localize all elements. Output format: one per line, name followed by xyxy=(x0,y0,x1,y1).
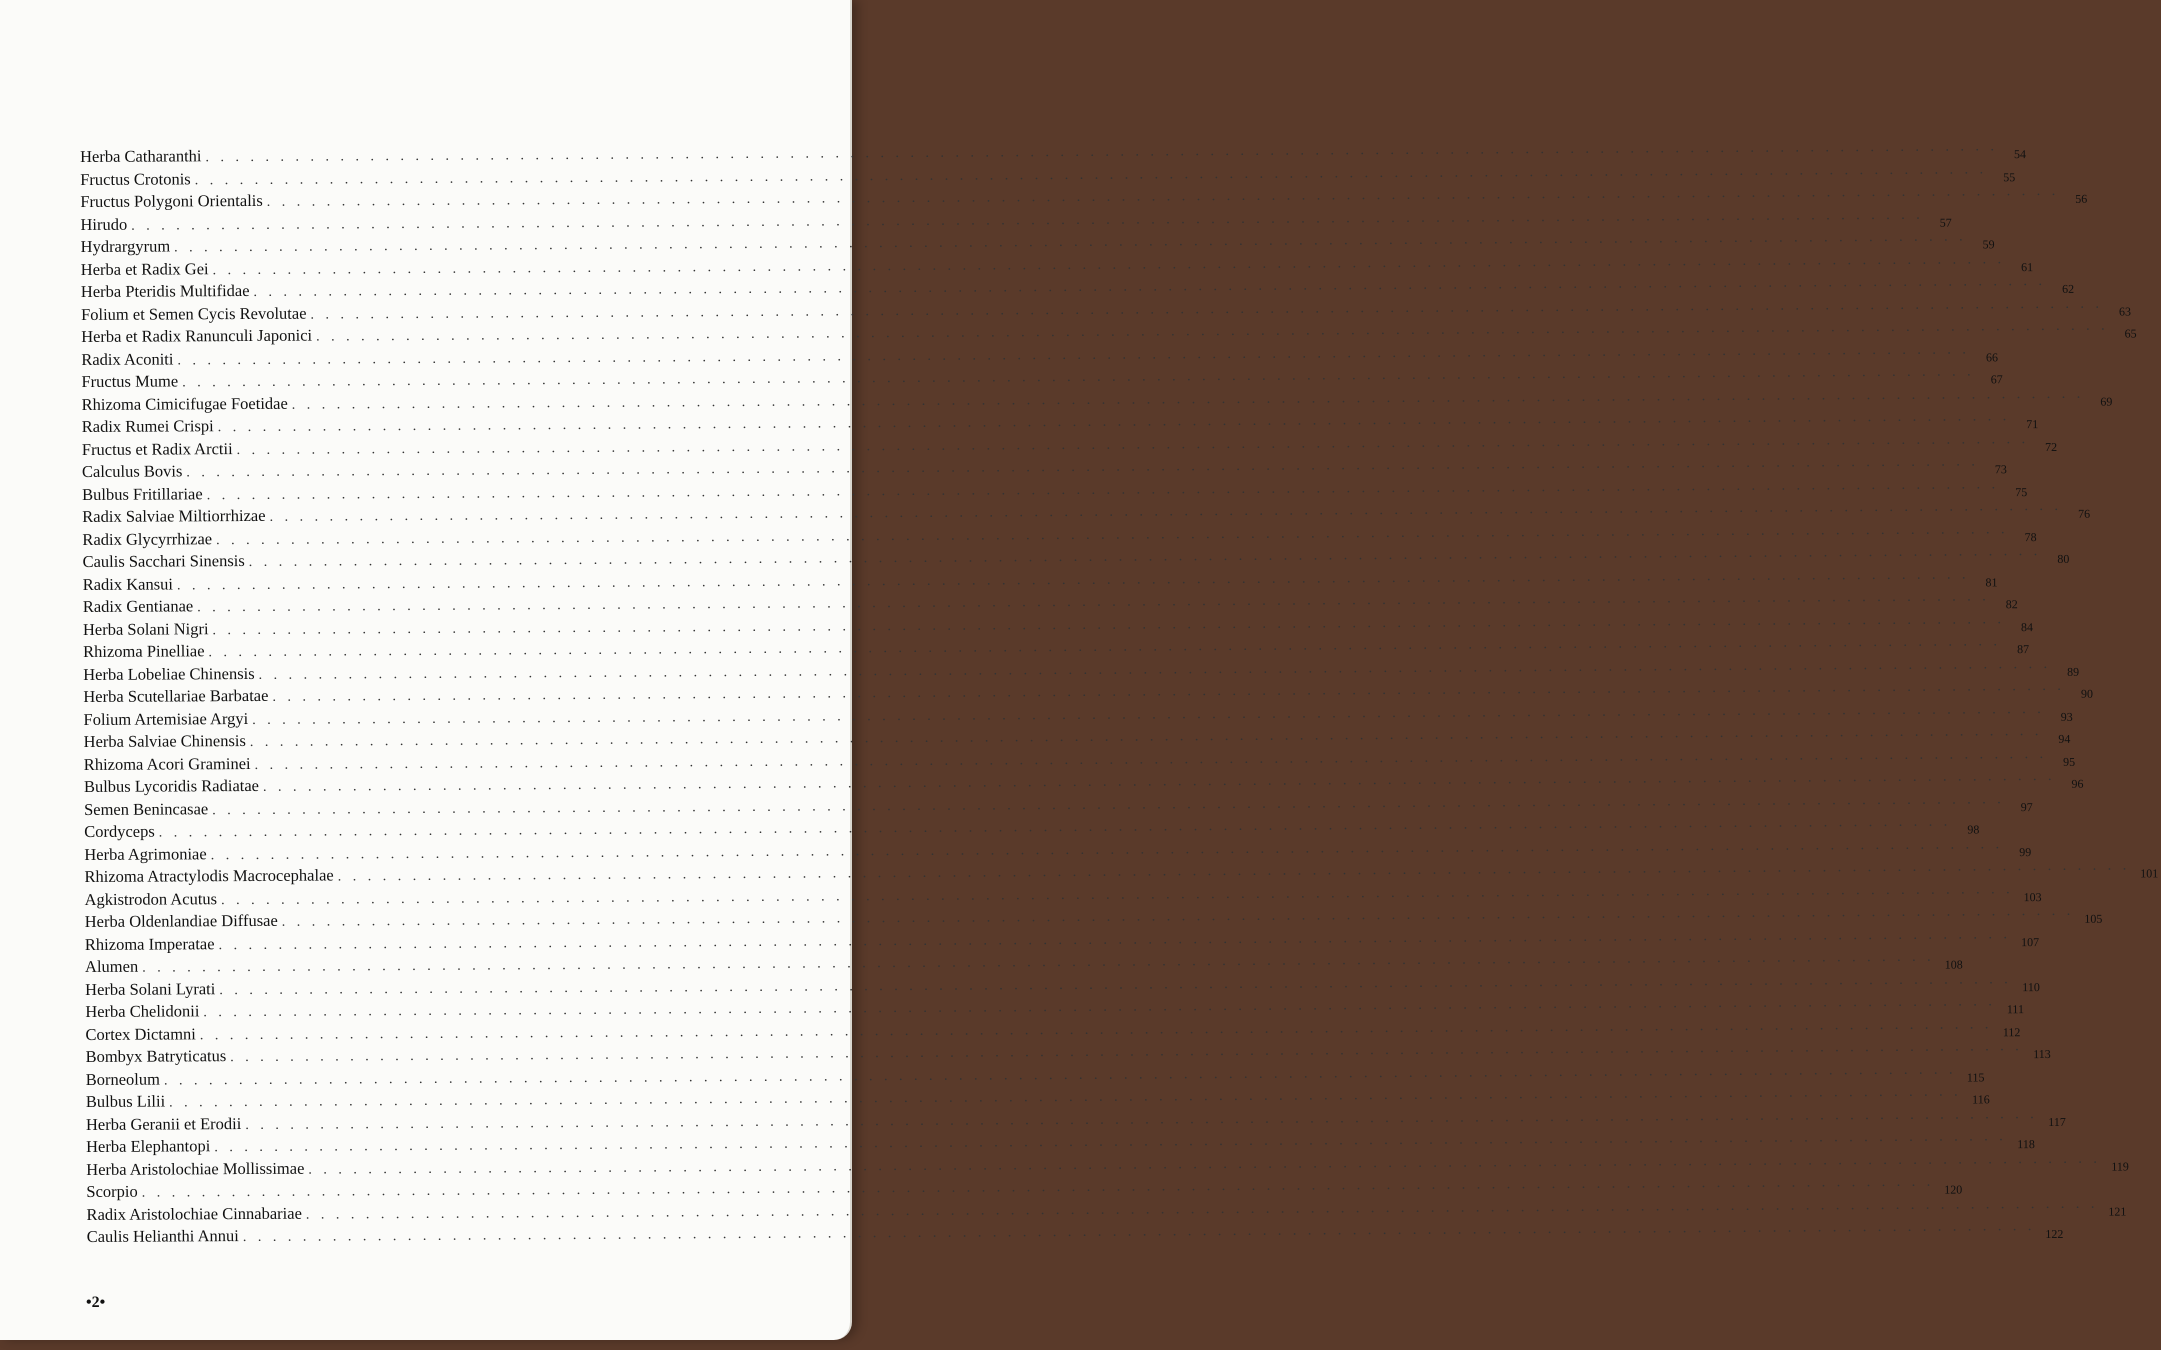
toc-entry-page-number: 105 xyxy=(2084,911,2103,926)
dot-leader: . . . . . . . . . . . . . . . . . . . . . . . . . . . . . . . . . . . . . . . . . . . . . . . . . . . . . . . . . . . . . . . . . . . . . . . . . . . . . . . . . . . . . . . . . . . . . . . . . . . . . . . . . . . . . . . . . . . . . . . . xyxy=(177,341,1970,368)
dot-leader: . . . . . . . . . . . . . . . . . . . . . . . . . . . . . . . . . . . . . . . . . . . . . . . . . . . . . . . . . . . . . . . . . . . . . . . . . . . . . . . . . . . . . . . . . . . . . . . . . . . . . . . . . . . . . . . . . . . . . . . . xyxy=(176,566,1970,593)
toc-entry-title: Herba Scutellariae Barbatae xyxy=(83,685,269,706)
toc-entry xyxy=(81,409,2039,438)
toc-entry-title: Hirudo xyxy=(80,214,128,234)
dot-leader: . . . . . . . . . . . . . . . . . . . . . . . . . . . . . . . . . . . . . . . . . . . . . . . . . . . . . . . . . . . . . . . . . . . . . . . . . . . . . . . . . . . . . . . . . . . . . . . . . . . . . . . . . . . . . . . . . . . . . . . . xyxy=(131,207,1924,234)
dot-leader: . . . . . . . . . . . . . . . . . . . . . . . . . . . . . . . . . . . . . . . . . . . . . . . . . . . . . . . . . . . . . . . . . . . . . . . . . . . . . . . . . . . . . . . . . . . . . . . . . . . . . . . . . . . . . . . . . . . . . . . . xyxy=(252,701,2045,728)
toc-entry-page-number: 107 xyxy=(2021,934,2040,949)
dot-leader: . . . . . . . . . . . . . . . . . . . . . . . . . . . . . . . . . . . . . . . . . . . . . . . . . . . . . . . . . . . . . . . . . . . . . . . . . . . . . . . . . . . . . . . . . . . . . . . . . . . . . . . . . . . . . . . . . . . . . . . . xyxy=(186,454,1979,481)
toc-entry xyxy=(82,544,2070,573)
toc-entry-page-number: 89 xyxy=(2067,664,2080,679)
toc-entry-title: Rhizoma Cimicifugae Foetidae xyxy=(81,393,288,414)
toc-entry-title: Caulis Sacchari Sinensis xyxy=(82,551,245,571)
toc-entry-title: Herba Chelidonii xyxy=(85,1001,200,1021)
toc-entry-page-number: 90 xyxy=(2080,686,2093,701)
toc-entry-page-number: 72 xyxy=(2045,439,2058,454)
dot-leader: . . . . . . . . . . . . . . . . . . . . . . . . . . . . . . . . . . . . . . . . . . . . . . . . . . . . . . . . . . . . . . . . . . . . . . . . . . . . . . . . . . . . . . . . . . . . . . . . . . . . . . . . . . . . . . . . . . . . . . . . xyxy=(197,589,1990,616)
toc-entry-page-number: 103 xyxy=(2023,889,2042,904)
toc-entry-title: Alumen xyxy=(84,956,139,976)
toc-entry xyxy=(82,566,1998,596)
dot-leader: . . . . . . . . . . . . . . . . . . . . . . . . . . . . . . . . . . . . . . . . . . . . . . . . . . . . . . . . . . . . . . . . . . . . . . . . . . . . . . . . . . . . . . . . . . . . . . . . . . . . . . . . . . . . . . . . . . . . . . . . xyxy=(253,273,2047,300)
toc-entry-title: Fructus Mume xyxy=(81,371,179,391)
toc-entry xyxy=(84,949,1963,978)
toc-entry-title: Radix Gentianae xyxy=(82,596,194,616)
dot-leader: . . . . . . . . . . . . . . . . . . . . . . . . . . . . . . . . . . . . . . . . . . . . . . . . . . . . . . . . . . . . . . . . . . . . . . . . . . . . . . . . . . . . . . . . . . . . . . . . . . . . . . . . . . . . . . . . . . . . . . . . xyxy=(281,903,2075,930)
toc-entry xyxy=(82,521,2037,551)
toc-entry-page-number: 97 xyxy=(2020,799,2033,814)
dot-leader: . . . . . . . . . . . . . . . . . . . . . . . . . . . . . . . . . . . . . . . . . . . . . . . . . . . . . . . . . . . . . . . . . . . . . . . . . . . . . . . . . . . . . . . . . . . . . . . . . . . . . . . . . . . . . . . . . . . . . . . . xyxy=(248,544,2042,570)
toc-entry xyxy=(85,1039,2051,1068)
dot-leader: . . . . . . . . . . . . . . . . . . . . . . . . . . . . . . . . . . . . . . . . . . . . . . . . . . . . . . . . . . . . . . . . . . . . . . . . . . . . . . . . . . . . . . . . . . . . . . . . . . . . . . . . . . . . . . . . . . . . . . . . xyxy=(221,881,2014,908)
toc-entry xyxy=(80,251,2034,281)
toc-entry xyxy=(83,746,2076,776)
toc-entry-page-number: 87 xyxy=(2017,642,2030,657)
toc-entry-title: Radix Salviae Miltiorrhizae xyxy=(82,505,266,526)
toc-entry-page-number: 117 xyxy=(2048,1114,2066,1129)
toc-entry-page-number: 62 xyxy=(2062,281,2075,296)
toc-entry-title: Borneolum xyxy=(85,1069,161,1089)
toc-entry-title: Herba Oldenlandiae Diffusae xyxy=(84,910,278,931)
toc-entry xyxy=(81,386,2113,416)
toc-entry xyxy=(86,1129,2035,1158)
toc-entry-title: Herba et Radix Ranunculi Japonici xyxy=(81,325,313,346)
toc-entry-page-number: 76 xyxy=(2078,506,2091,521)
dot-leader: . . . . . . . . . . . . . . . . . . . . . . . . . . . . . . . . . . . . . . . . . . . . . . . . . . . . . . . . . . . . . . . . . . . . . . . . . . . . . . . . . . . . . . . . . . . . . . . . . . . . . . . . . . . . . . . . . . . . . . . . xyxy=(174,229,1967,256)
dot-leader: . . . . . . . . . . . . . . . . . . . . . . . . . . . . . . . . . . . . . . . . . . . . . . . . . . . . . . . . . . . . . . . . . . . . . . . . . . . . . . . . . . . . . . . . . . . . . . . . . . . . . . . . . . . . . . . . . . . . . . . . xyxy=(254,746,2048,773)
dot-leader: . . . . . . . . . . . . . . . . . . . . . . . . . . . . . . . . . . . . . . . . . . . . . . . . . . . . . . . . . . . . . . . . . . . . . . . . . . . . . . . . . . . . . . . . . . . . . . . . . . . . . . . . . . . . . . . . . . . . . . . . xyxy=(249,724,2043,750)
toc-entry-title: Herba Salviae Chinensis xyxy=(83,730,246,751)
toc-entry xyxy=(86,1219,2064,1248)
toc-entry-title: Bulbus Lilii xyxy=(85,1091,166,1111)
dot-leader: . . . . . . . . . . . . . . . . . . . . . . . . . . . . . . . . . . . . . . . . . . . . . . . . . . . . . . . . . . . . . . . . . . . . . . . . . . . . . . . . . . . . . . . . . . . . . . . . . . . . . . . . . . . . . . . . . . . . . . . . xyxy=(212,251,2006,278)
toc-entry-page-number: 54 xyxy=(2013,147,2027,162)
toc-entry-page-number: 69 xyxy=(2100,394,2113,409)
dot-leader: . . . . . . . . . . . . . . . . . . . . . . . . . . . . . . . . . . . . . . . . . . . . . . . . . . . . . . . . . . . . . . . . . . . . . . . . . . . . . . . . . . . . . . . . . . . . . . . . . . . . . . . . . . . . . . . . . . . . . . . . xyxy=(212,611,2006,638)
dot-leader: . . . . . . . . . . . . . . . . . . . . . . . . . . . . . . . . . . . . . . . . . . . . . . . . . . . . . . . . . . . . . . . . . . . . . . . . . . . . . . . . . . . . . . . . . . . . . . . . . . . . . . . . . . . . . . . . . . . . . . . . xyxy=(258,656,2052,683)
toc-entry xyxy=(84,881,2042,911)
toc-entry-title: Herba Aristolochiae Mollissimae xyxy=(86,1158,305,1179)
toc-entry-title: Fructus Crotonis xyxy=(80,168,191,189)
toc-entry-title: Bombyx Batryticatus xyxy=(85,1046,227,1066)
toc-entry-page-number: 65 xyxy=(2124,326,2137,341)
toc-entry xyxy=(83,701,2073,731)
toc-entry xyxy=(82,589,2018,618)
dot-leader: . . . . . . . . . . . . . . . . . . . . . . . . . . . . . . . . . . . . . . . . . . . . . . . . . . . . . . . . . . . . . . . . . . . . . . . . . . . . . . . . . . . . . . . . . . . . . . . . . . . . . . . . . . . . . . . . . . . . . . . . xyxy=(236,431,2030,458)
toc-entry-page-number: 98 xyxy=(1967,822,1980,837)
toc-entry xyxy=(80,139,2027,168)
toc-entry-title: Fructus Polygoni Orientalis xyxy=(80,190,263,211)
toc-entry-title: Agkistrodon Acutus xyxy=(84,888,218,909)
toc-entry-page-number: 59 xyxy=(1982,237,1995,252)
toc-entry-title: Herba Catharanthi xyxy=(80,146,202,166)
toc-entry-page-number: 93 xyxy=(2060,709,2073,724)
toc-entry-page-number: 78 xyxy=(2024,529,2037,544)
toc-entry-title: Rhizoma Imperatae xyxy=(84,933,215,954)
toc-entry-page-number: 115 xyxy=(1966,1069,1985,1084)
toc-entry-page-number: 119 xyxy=(2111,1159,2129,1174)
toc-entry-page-number: 95 xyxy=(2063,754,2076,769)
toc-entry-title: Caulis Helianthi Annui xyxy=(86,1226,239,1246)
dot-leader: . . . . . . . . . . . . . . . . . . . . . . . . . . . . . . . . . . . . . . . . . . . . . . . . . . . . . . . . . . . . . . . . . . . . . . . . . . . . . . . . . . . . . . . . . . . . . . . . . . . . . . . . . . . . . . . . . . . . . . . . xyxy=(262,768,2056,795)
toc-entry xyxy=(83,678,2093,708)
dot-leader: . . . . . . . . . . . . . . . . . . . . . . . . . . . . . . . . . . . . . . . . . . . . . . . . . . . . . . . . . . . . . . . . . . . . . . . . . . . . . . . . . . . . . . . . . . . . . . . . . . . . . . . . . . . . . . . . . . . . . . . . xyxy=(310,296,2104,323)
toc-entry-title: Calculus Bovis xyxy=(81,461,183,481)
toc-entry-page-number: 80 xyxy=(2057,551,2070,566)
toc-entry-title: Semen Benincasae xyxy=(83,798,209,819)
toc-entry-title: Rhizoma Acori Graminei xyxy=(83,753,251,774)
toc-entry-title: Hydrargyrum xyxy=(80,236,171,256)
toc-entry-page-number: 110 xyxy=(2022,979,2040,994)
toc-entry-title: Radix Aristolochiae Cinnabariae xyxy=(86,1203,302,1224)
toc-entry-page-number: 73 xyxy=(1994,462,2007,477)
dot-leader: . . . . . . . . . . . . . . . . . . . . . . . . . . . . . . . . . . . . . . . . . . . . . . . . . . . . . . . . . . . . . . . . . . . . . . . . . . . . . . . . . . . . . . . . . . . . . . . . . . . . . . . . . . . . . . . . . . . . . . . . xyxy=(216,521,2009,548)
toc-entry-title: Rhizoma Pinelliae xyxy=(83,641,205,661)
dot-leader: . . . . . . . . . . . . . . . . . . . . . . . . . . . . . . . . . . . . . . . . . . . . . . . . . . . . . . . . . . . . . . . . . . . . . . . . . . . . . . . . . . . . . . . . . . . . . . . . . . . . . . . . . . . . . . . . . . . . . . . . xyxy=(305,1196,2099,1223)
dot-leader: . . . . . . . . . . . . . . . . . . . . . . . . . . . . . . . . . . . . . . . . . . . . . . . . . . . . . . . . . . . . . . . . . . . . . . . . . . . . . . . . . . . . . . . . . . . . . . . . . . . . . . . . . . . . . . . . . . . . . . . . xyxy=(291,386,2085,413)
toc-entry xyxy=(85,1062,1985,1091)
toc-entry-page-number: 75 xyxy=(2015,484,2028,499)
dot-leader: . . . . . . . . . . . . . . . . . . . . . . . . . . . . . . . . . . . . . . . . . . . . . . . . . . . . . . . . . . . . . . . . . . . . . . . . . . . . . . . . . . . . . . . . . . . . . . . . . . . . . . . . . . . . . . . . . . . . . . . . xyxy=(210,836,2004,863)
dot-leader: . . . . . . . . . . . . . . . . . . . . . . . . . . . . . . . . . . . . . . . . . . . . . . . . . . . . . . . . . . . . . . . . . . . . . . . . . . . . . . . . . . . . . . . . . . . . . . . . . . . . . . . . . . . . . . . . . . . . . . . . xyxy=(269,498,2063,525)
dot-leader: . . . . . . . . . . . . . . . . . . . . . . . . . . . . . . . . . . . . . . . . . . . . . . . . . . . . . . . . . . . . . . . . . . . . . . . . . . . . . . . . . . . . . . . . . . . . . . . . . . . . . . . . . . . . . . . . . . . . . . . . xyxy=(219,971,2012,998)
toc-entry-title: Herba Solani Nigri xyxy=(82,618,209,639)
toc-entry xyxy=(82,498,2091,528)
toc-entry xyxy=(81,454,2007,483)
dot-leader: . . . . . . . . . . . . . . . . . . . . . . . . . . . . . . . . . . . . . . . . . . . . . . . . . . . . . . . . . . . . . . . . . . . . . . . . . . . . . . . . . . . . . . . . . . . . . . . . . . . . . . . . . . . . . . . . . . . . . . . . xyxy=(199,1016,1993,1043)
toc-entry xyxy=(80,161,2016,191)
dot-leader: . . . . . . . . . . . . . . . . . . . . . . . . . . . . . . . . . . . . . . . . . . . . . . . . . . . . . . . . . . . . . . . . . . . . . . . . . . . . . . . . . . . . . . . . . . . . . . . . . . . . . . . . . . . . . . . . . . . . . . . . xyxy=(194,161,1988,188)
toc-entry-title: Herba Elephantopi xyxy=(86,1136,211,1156)
toc-entry-title: Radix Glycyrrhizae xyxy=(82,528,213,549)
toc-entry-title: Herba Lobeliae Chinensis xyxy=(83,663,255,684)
toc-entry-title: Folium Artemisiae Argyi xyxy=(83,708,249,729)
dot-leader: . . . . . . . . . . . . . . . . . . . . . . . . . . . . . . . . . . . . . . . . . . . . . . . . . . . . . . . . . . . . . . . . . . . . . . . . . . . . . . . . . . . . . . . . . . . . . . . . . . . . . . . . . . . . . . . . . . . . . . . . xyxy=(141,1174,1935,1201)
toc-entry xyxy=(85,971,2040,1001)
toc-entry-title: Folium et Semen Cycis Revolutae xyxy=(80,303,307,324)
toc-entry xyxy=(80,183,2088,213)
toc-entry-page-number: 63 xyxy=(2118,303,2132,319)
dot-leader: . . . . . . . . . . . . . . . . . . . . . . . . . . . . . . . . . . . . . . . . . . . . . . . . . . . . . . . . . . . . . . . . . . . . . . . . . . . . . . . . . . . . . . . . . . . . . . . . . . . . . . . . . . . . . . . . . . . . . . . . xyxy=(206,476,2000,503)
toc-entry-page-number: 56 xyxy=(2075,191,2088,206)
toc-entry xyxy=(84,858,2159,888)
toc-entry xyxy=(84,836,2032,866)
dot-leader: . . . . . . . . . . . . . . . . . . . . . . . . . . . . . . . . . . . . . . . . . . . . . . . . . . . . . . . . . . . . . . . . . . . . . . . . . . . . . . . . . . . . . . . . . . . . . . . . . . . . . . . . . . . . . . . . . . . . . . . . xyxy=(169,1084,1962,1111)
toc-entry-title: Bulbus Lycoridis Radiatae xyxy=(83,775,260,796)
toc-entry-page-number: 94 xyxy=(2058,731,2071,746)
toc-entry-title: Fructus et Radix Arctii xyxy=(81,438,233,459)
toc-entry-title: Radix Rumei Crispi xyxy=(81,416,214,436)
dot-leader: . . . . . . . . . . . . . . . . . . . . . . . . . . . . . . . . . . . . . . . . . . . . . . . . . . . . . . . . . . . . . . . . . . . . . . . . . . . . . . . . . . . . . . . . . . . . . . . . . . . . . . . . . . . . . . . . . . . . . . . . xyxy=(212,791,2005,818)
toc-entry-page-number: 118 xyxy=(2017,1137,2035,1152)
dot-leader: . . . . . . . . . . . . . . . . . . . . . . . . . . . . . . . . . . . . . . . . . . . . . . . . . . . . . . . . . . . . . . . . . . . . . . . . . . . . . . . . . . . . . . . . . . . . . . . . . . . . . . . . . . . . . . . . . . . . . . . . xyxy=(142,949,1935,976)
toc-entry-page-number: 111 xyxy=(2006,1002,2024,1017)
toc-entry xyxy=(85,1106,2066,1136)
toc-entry xyxy=(83,724,2071,753)
toc-entry-title: Radix Aconiti xyxy=(81,348,174,369)
dot-leader: . . . . . . . . . . . . . . . . . . . . . . . . . . . . . . . . . . . . . . . . . . . . . . . . . . . . . . . . . . . . . . . . . . . . . . . . . . . . . . . . . . . . . . . . . . . . . . . . . . . . . . . . . . . . . . . . . . . . . . . . xyxy=(337,858,2131,885)
toc-entry xyxy=(83,656,2080,686)
toc-entry xyxy=(81,318,2137,348)
toc-entry xyxy=(83,791,2033,821)
dot-leader: . . . . . . . . . . . . . . . . . . . . . . . . . . . . . . . . . . . . . . . . . . . . . . . . . . . . . . . . . . . . . . . . . . . . . . . . . . . . . . . . . . . . . . . . . . . . . . . . . . . . . . . . . . . . . . . . . . . . . . . . xyxy=(203,994,1996,1021)
toc-entry-title: Radix Kansui xyxy=(82,573,174,594)
toc-entry-title: Rhizoma Atractylodis Macrocephalae xyxy=(84,865,334,886)
toc-entry-page-number: 84 xyxy=(2020,619,2034,634)
dot-leader: . . . . . . . . . . . . . . . . . . . . . . . . . . . . . . . . . . . . . . . . . . . . . . . . . . . . . . . . . . . . . . . . . . . . . . . . . . . . . . . . . . . . . . . . . . . . . . . . . . . . . . . . . . . . . . . . . . . . . . . . xyxy=(182,364,1975,391)
toc-entry-title: Scorpio xyxy=(86,1181,138,1201)
toc-entry xyxy=(82,476,2028,506)
toc-entry-title: Herba et Radix Gei xyxy=(80,258,209,279)
toc-entry-title: Bulbus Fritillariae xyxy=(82,483,203,504)
dot-leader: . . . . . . . . . . . . . . . . . . . . . . . . . . . . . . . . . . . . . . . . . . . . . . . . . . . . . . . . . . . . . . . . . . . . . . . . . . . . . . . . . . . . . . . . . . . . . . . . . . . . . . . . . . . . . . . . . . . . . . . . xyxy=(245,1106,2038,1133)
dot-leader: . . . . . . . . . . . . . . . . . . . . . . . . . . . . . . . . . . . . . . . . . . . . . . . . . . . . . . . . . . . . . . . . . . . . . . . . . . . . . . . . . . . . . . . . . . . . . . . . . . . . . . . . . . . . . . . . . . . . . . . . xyxy=(230,1039,2023,1066)
toc-entry xyxy=(83,634,2030,663)
toc-entry-page-number: 112 xyxy=(2002,1024,2021,1039)
table-of-contents xyxy=(80,139,2159,1248)
toc-entry-page-number: 101 xyxy=(2140,866,2159,881)
dot-leader: . . . . . . . . . . . . . . . . . . . . . . . . . . . . . . . . . . . . . . . . . . . . . . . . . . . . . . . . . . . . . . . . . . . . . . . . . . . . . . . . . . . . . . . . . . . . . . . . . . . . . . . . . . . . . . . . . . . . . . . . xyxy=(214,1129,2007,1156)
toc-entry xyxy=(80,273,2075,303)
toc-entry-page-number: 67 xyxy=(1990,372,2003,387)
toc-entry xyxy=(84,903,2103,933)
toc-entry xyxy=(85,1016,2021,1046)
toc-entry xyxy=(81,341,1998,371)
toc-entry xyxy=(86,1151,2129,1181)
toc-entry xyxy=(84,814,1980,843)
dot-leader: . . . . . . . . . . . . . . . . . . . . . . . . . . . . . . . . . . . . . . . . . . . . . . . . . . . . . . . . . . . . . . . . . . . . . . . . . . . . . . . . . . . . . . . . . . . . . . . . . . . . . . . . . . . . . . . . . . . . . . . . xyxy=(205,139,1998,166)
toc-entry xyxy=(83,768,2084,798)
toc-entry-title: Cortex Dictamni xyxy=(85,1023,196,1044)
toc-entry-page-number: 108 xyxy=(1944,957,1963,972)
toc-entry-page-number: 116 xyxy=(1972,1092,1990,1107)
toc-entry xyxy=(80,296,2132,326)
toc-entry-page-number: 121 xyxy=(2108,1204,2127,1219)
toc-entry-title: Herba Solani Lyrati xyxy=(85,978,216,999)
toc-entry-title: Herba Pteridis Multifidae xyxy=(80,280,250,301)
toc-entry-page-number: 57 xyxy=(1939,215,1952,230)
toc-entry-page-number: 96 xyxy=(2071,776,2084,791)
dot-leader: . . . . . . . . . . . . . . . . . . . . . . . . . . . . . . . . . . . . . . . . . . . . . . . . . . . . . . . . . . . . . . . . . . . . . . . . . . . . . . . . . . . . . . . . . . . . . . . . . . . . . . . . . . . . . . . . . . . . . . . . xyxy=(163,1062,1957,1089)
toc-entry-title: Cordyceps xyxy=(84,821,155,841)
toc-entry xyxy=(82,611,2034,641)
toc-entry-page-number: 81 xyxy=(1985,574,1998,589)
toc-entry xyxy=(86,1196,2127,1226)
toc-entry-page-number: 61 xyxy=(2021,259,2034,274)
dot-leader: . . . . . . . . . . . . . . . . . . . . . . . . . . . . . . . . . . . . . . . . . . . . . . . . . . . . . . . . . . . . . . . . . . . . . . . . . . . . . . . . . . . . . . . . . . . . . . . . . . . . . . . . . . . . . . . . . . . . . . . . xyxy=(272,678,2065,705)
dot-leader: . . . . . . . . . . . . . . . . . . . . . . . . . . . . . . . . . . . . . . . . . . . . . . . . . . . . . . . . . . . . . . . . . . . . . . . . . . . . . . . . . . . . . . . . . . . . . . . . . . . . . . . . . . . . . . . . . . . . . . . . xyxy=(208,634,2002,661)
toc-entry-page-number: 120 xyxy=(1944,1182,1963,1197)
dot-leader: . . . . . . . . . . . . . . . . . . . . . . . . . . . . . . . . . . . . . . . . . . . . . . . . . . . . . . . . . . . . . . . . . . . . . . . . . . . . . . . . . . . . . . . . . . . . . . . . . . . . . . . . . . . . . . . . . . . . . . . . xyxy=(266,183,2060,210)
toc-entry xyxy=(85,994,2024,1023)
toc-entry-title: Herba Geranii et Erodii xyxy=(85,1113,242,1134)
dot-leader: . . . . . . . . . . . . . . . . . . . . . . . . . . . . . . . . . . . . . . . . . . . . . . . . . . . . . . . . . . . . . . . . . . . . . . . . . . . . . . . . . . . . . . . . . . . . . . . . . . . . . . . . . . . . . . . . . . . . . . . . xyxy=(308,1151,2101,1178)
toc-entry-page-number: 66 xyxy=(1985,349,1998,364)
toc-entry xyxy=(86,1174,1963,1203)
toc-entry-page-number: 113 xyxy=(2033,1046,2051,1062)
dot-leader: . . . . . . . . . . . . . . . . . . . . . . . . . . . . . . . . . . . . . . . . . . . . . . . . . . . . . . . . . . . . . . . . . . . . . . . . . . . . . . . . . . . . . . . . . . . . . . . . . . . . . . . . . . . . . . . . . . . . . . . . xyxy=(242,1219,2036,1246)
toc-entry-page-number: 82 xyxy=(2005,597,2018,612)
toc-entry-title: Herba Agrimoniae xyxy=(84,843,207,864)
dot-leader: . . . . . . . . . . . . . . . . . . . . . . . . . . . . . . . . . . . . . . . . . . . . . . . . . . . . . . . . . . . . . . . . . . . . . . . . . . . . . . . . . . . . . . . . . . . . . . . . . . . . . . . . . . . . . . . . . . . . . . . . xyxy=(217,409,2011,436)
toc-entry-page-number: 99 xyxy=(2019,844,2032,859)
toc-entry-page-number: 122 xyxy=(2045,1226,2064,1242)
toc-entry-page-number: 71 xyxy=(2026,417,2039,432)
dot-leader: . . . . . . . . . . . . . . . . . . . . . . . . . . . . . . . . . . . . . . . . . . . . . . . . . . . . . . . . . . . . . . . . . . . . . . . . . . . . . . . . . . . . . . . . . . . . . . . . . . . . . . . . . . . . . . . . . . . . . . . . xyxy=(218,926,2012,953)
toc-entry xyxy=(80,207,1952,236)
toc-entry xyxy=(84,926,2040,956)
dot-leader: . . . . . . . . . . . . . . . . . . . . . . . . . . . . . . . . . . . . . . . . . . . . . . . . . . . . . . . . . . . . . . . . . . . . . . . . . . . . . . . . . . . . . . . . . . . . . . . . . . . . . . . . . . . . . . . . . . . . . . . . xyxy=(316,318,2109,345)
dot-leader: . . . . . . . . . . . . . . . . . . . . . . . . . . . . . . . . . . . . . . . . . . . . . . . . . . . . . . . . . . . . . . . . . . . . . . . . . . . . . . . . . . . . . . . . . . . . . . . . . . . . . . . . . . . . . . . . . . . . . . . . xyxy=(158,814,1952,841)
toc-entry-page-number: 55 xyxy=(2003,169,2016,184)
page-number: •2• xyxy=(86,1294,106,1311)
toc-entry xyxy=(81,431,2058,461)
